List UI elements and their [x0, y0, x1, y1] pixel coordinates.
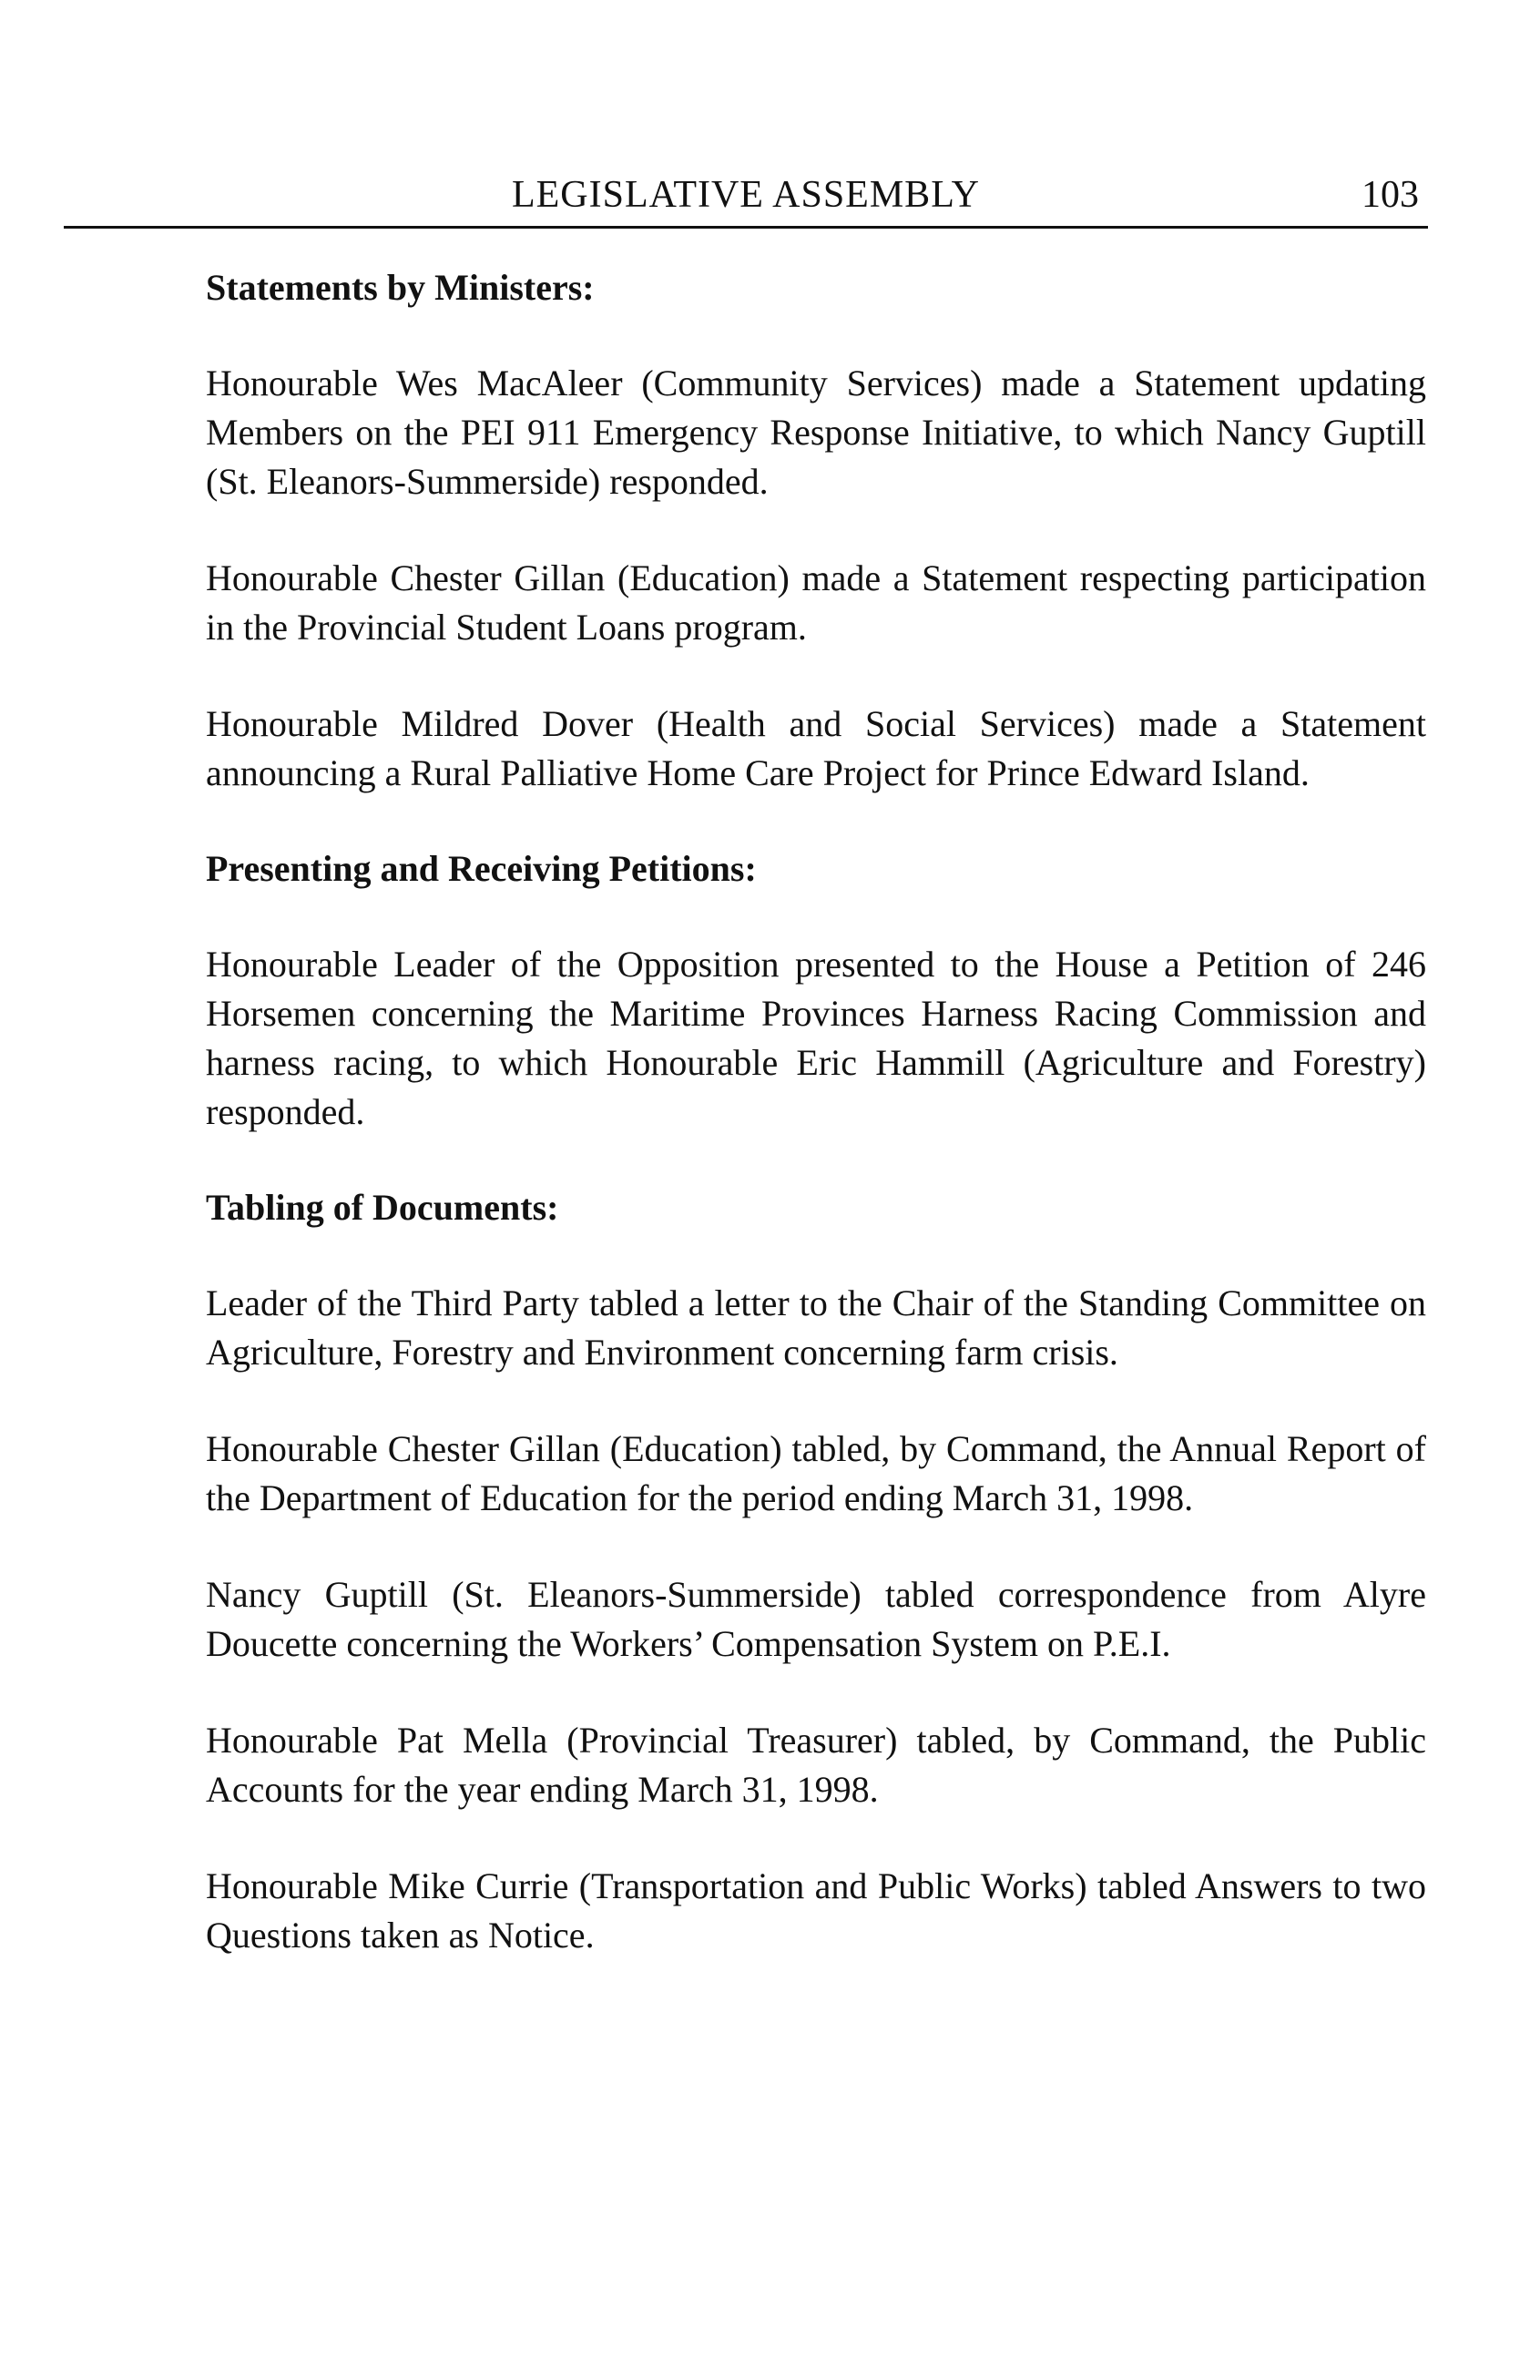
page-body: [206, 264, 1426, 2007]
running-header: [64, 173, 1428, 229]
section-presenting-petitions: [206, 845, 1426, 1137]
section-tabling-of-documents: [206, 1184, 1426, 1960]
paragraph: Honourable Chester Gillan (Education) made a Statement respecting participation in the Provincial Student Loans program.: [206, 557, 1426, 648]
paragraph: Honourable Chester Gillan (Education) tabled, by Command, the Annual Report of the Department of Education for the period ending March 31, 1998.: [206, 1428, 1426, 1518]
paragraph: Leader of the Third Party tabled a letter to the Chair of the Standing Committee on Agriculture, Forestry and Environment concerning farm crisis.: [206, 1282, 1426, 1373]
running-title: LEGISLATIVE ASSEMBLY: [512, 174, 980, 216]
paragraph: Honourable Pat Mella (Provincial Treasurer) tabled, by Command, the Public Accounts for the year ending March 31, 1998.: [206, 1720, 1426, 1810]
paragraph: Honourable Mildred Dover (Health and Social Services) made a Statement announcing a Rural Palliative Home Care Project for Prince Edward Island.: [206, 703, 1426, 793]
section-statements-by-ministers: [206, 264, 1426, 798]
section-heading: Presenting and Receiving Petitions:: [206, 848, 757, 889]
page-number: 103: [1362, 174, 1419, 216]
section-heading: Statements by Ministers:: [206, 267, 595, 308]
paragraph: Honourable Leader of the Opposition presented to the House a Petition of 246 Horsemen concerning the Maritime Provinces Harness Racing Commission and harness racing, to which Honourable Eric Hammill (Agriculture and Forestry) responded.: [206, 944, 1426, 1132]
paragraph: Honourable Mike Currie (Transportation and Public Works) tabled Answers to two Questions taken as Notice.: [206, 1865, 1426, 1956]
section-heading: Tabling of Documents:: [206, 1187, 559, 1228]
paragraph: Nancy Guptill (St. Eleanors-Summerside) tabled correspondence from Alyre Doucette concerning the Workers’ Compensation System on P.E.I.: [206, 1574, 1426, 1664]
paragraph: Honourable Wes MacAleer (Community Services) made a Statement updating Members on the PEI 911 Emergency Response Initiative, to which Nancy Guptill (St. Eleanors-Summerside) responded.: [206, 363, 1426, 502]
